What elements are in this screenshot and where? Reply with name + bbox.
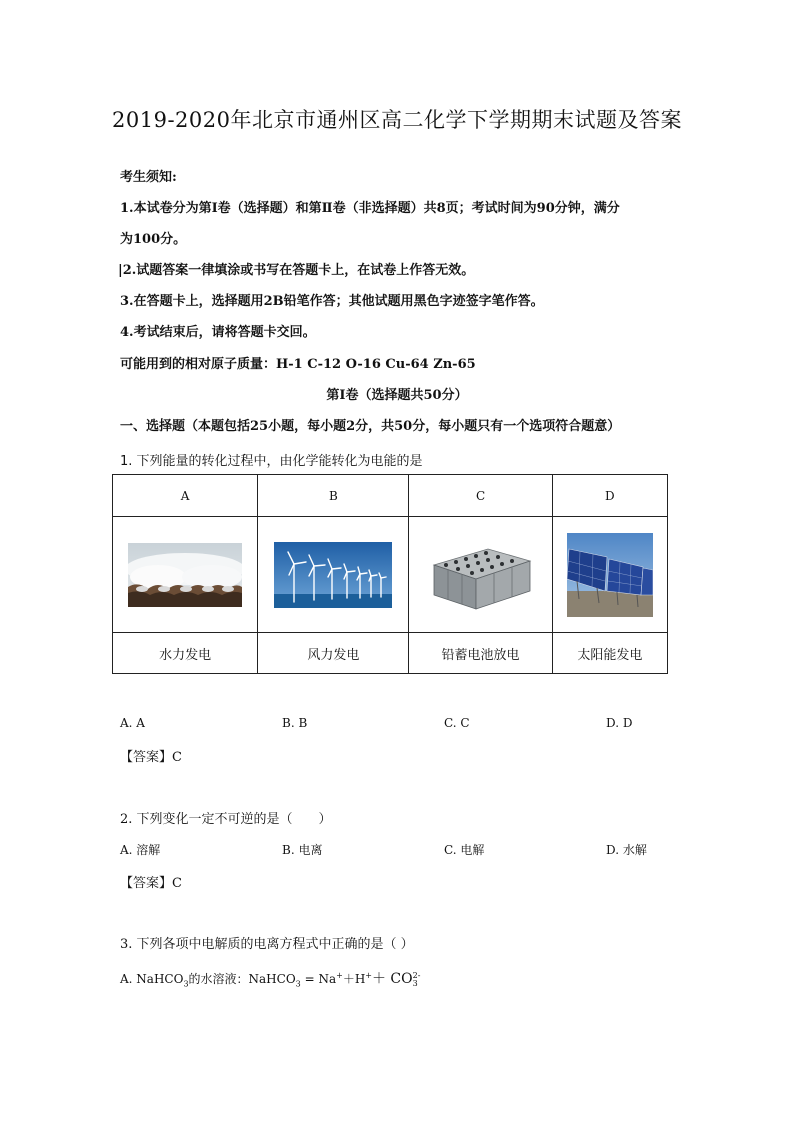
q3-stem: 3. 下列各项中电解质的电离方程式中正确的是（ ） [120,937,414,952]
q2-option-c: C. 电解 [444,843,485,857]
q2-option-a: A. 溶解 [120,843,161,857]
solar-panels-image [567,533,653,617]
q1-option-c: C. C [444,716,470,730]
notice-item-4: 4.考试结束后，请将答题卡交回。 [120,325,316,340]
page-title: 2019-2020年北京市通州区高二化学下学期期末试题及答案 [112,108,682,132]
q1-cell-image-c [409,517,552,633]
q1-label-b: 风力发电 [258,633,409,674]
part1-heading: 第Ⅰ卷（选择题共50分） [326,388,468,403]
q1-header-c: C [409,475,552,517]
q1-cell-image-d [552,517,667,633]
notice-item-1b: 为100分。 [120,232,187,247]
q2-option-d: D. 水解 [606,843,647,857]
section-heading: 一、选择题（本题包括25小题，每小题2分，共50分，每小题只有一个选项符合题意） [120,419,621,434]
q2-answer: 【答案】C [120,876,182,891]
q1-option-a: A. A [120,716,145,730]
notice-heading: 考生须知: [120,170,177,185]
q1-answer: 【答案】C [120,750,182,765]
wind-turbines-image [274,542,392,608]
lead-acid-battery-image [426,535,536,615]
q2-option-b: B. 电离 [282,843,323,857]
q1-cell-image-b [258,517,409,633]
q1-cell-image-a [113,517,258,633]
q1-table [112,474,668,674]
q2-stem: 2. 下列变化一定不可逆的是（ ） [120,812,332,827]
q1-option-b: B. B [282,716,308,730]
q1-label-d: 太阳能发电 [552,633,667,674]
atomic-masses: 可能用到的相对原子质量：H-1 C-12 O-16 Cu-64 Zn-65 [120,357,476,372]
q1-header-d: D [552,475,667,517]
q1-option-d: D. D [606,716,633,730]
q1-header-b: B [258,475,409,517]
q3-option-a: A. NaHCO$_3$的水溶液：NaHCO$_3$ = Na+＋H+＋ CO 2- 3 [120,970,421,989]
notice-item-3: 3.在答题卡上，选择题用2B铅笔作答；其他试题用黑色字迹签字笔作答。 [120,294,544,309]
q1-label-c: 铅蓄电池放电 [409,633,552,674]
q1-header-a: A [113,475,258,517]
q1-stem: 1. 下列能量的转化过程中，由化学能转化为电能的是 [120,454,423,469]
q1-label-a: 水力发电 [113,633,258,674]
hydropower-dam-image [128,543,242,607]
notice-item-2: |2.试题答案一律填涂或书写在答题卡上，在试卷上作答无效。 [118,263,475,278]
notice-item-1a: 1.本试卷分为第Ⅰ卷（选择题）和第Ⅱ卷（非选择题）共8页；考试时间为90分钟，满分 [120,201,620,216]
